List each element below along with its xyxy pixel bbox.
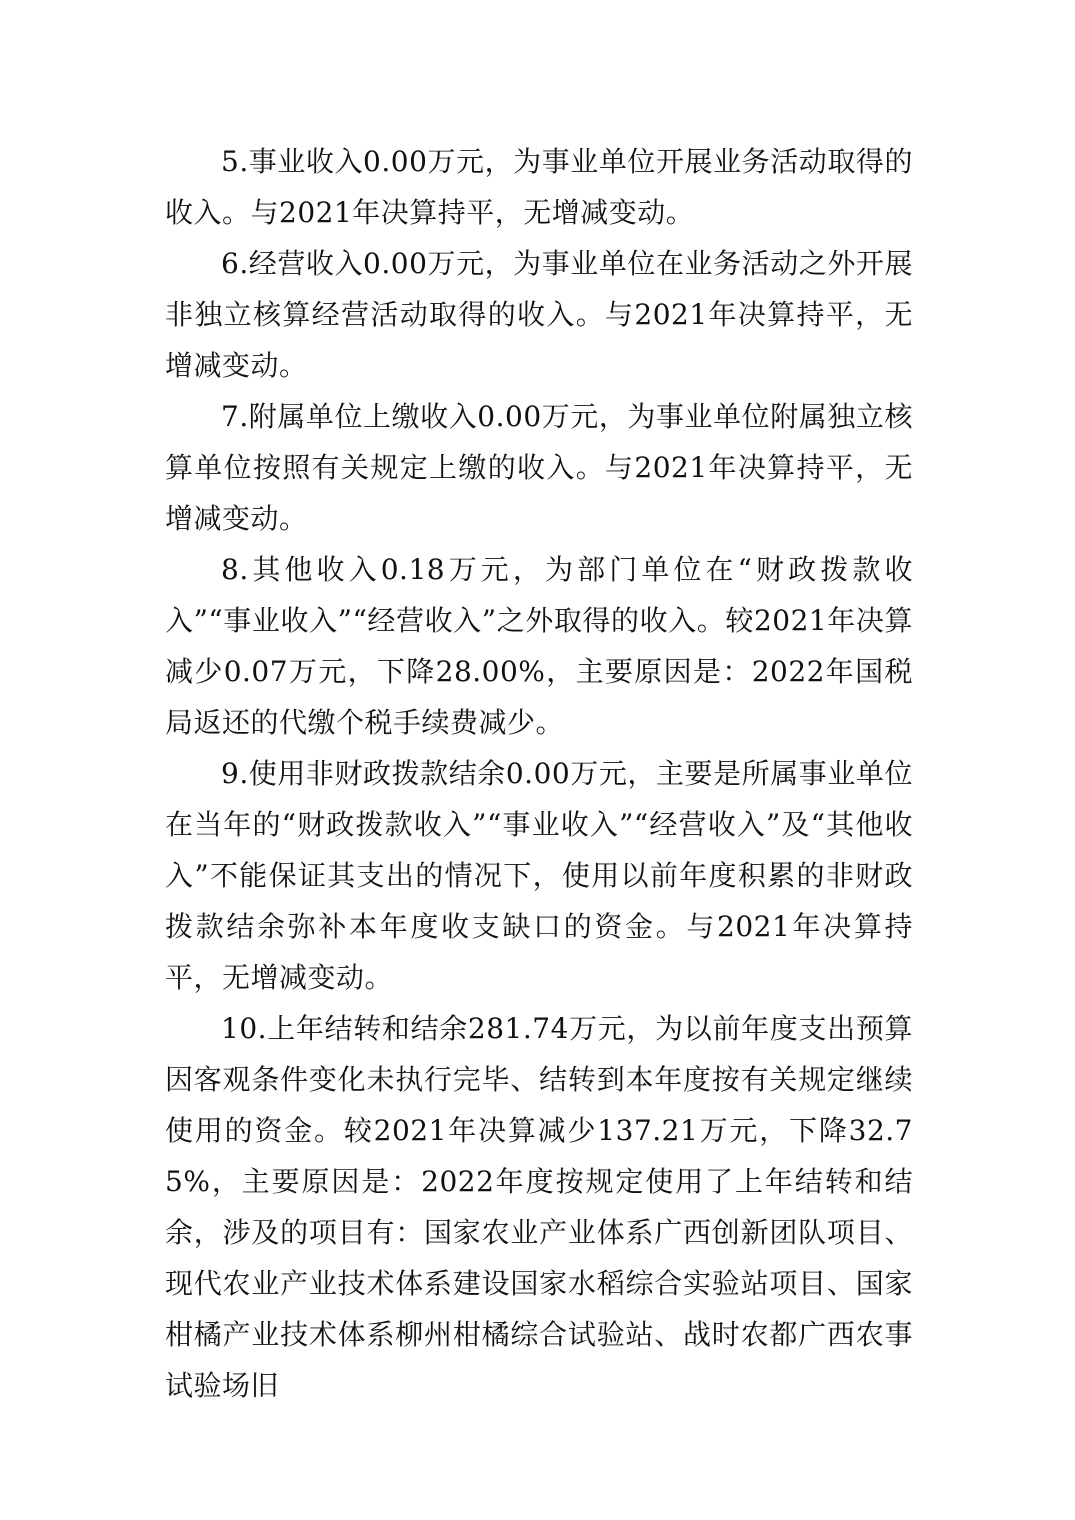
paragraph-non-fiscal-balance: 9.使用非财政拨款结余0.00万元，主要是所属事业单位在当年的“财政拨款收入”“事业收入”“经营收入”及“其他收入”不能保证其支出的情况下，使用以前年度积累的非财政拨款结余弥补本年度收支缺口的资金。与2021年决算持平，无增减变动。 xyxy=(165,757,913,994)
paragraph-operating-income: 6.经营收入0.00万元，为事业单位在业务活动之外开展非独立核算经营活动取得的收入。与2021年决算持平，无增减变动。 xyxy=(165,247,913,382)
paragraph-prior-year-carryover: 10.上年结转和结余281.74万元，为以前年度支出预算因客观条件变化未执行完毕、结转到本年度按有关规定继续使用的资金。较2021年决算减少137.21万元，下降32.75%，主要原因是：2022年度按规定使用了上年结转和结余，涉及的项目有：国家农业产业体系广西创新团队项目、现代农业产业技术体系建设国家水稻综合实验站项目、国家柑橘产业技术体系柳州柑橘综合试验站、战时农都广西农事试验场旧 xyxy=(165,1012,913,1402)
paragraph-affiliated-unit-income: 7.附属单位上缴收入0.00万元，为事业单位附属独立核算单位按照有关规定上缴的收入。与2021年决算持平，无增减变动。 xyxy=(165,400,913,535)
paragraph-business-income: 5.事业收入0.00万元，为事业单位开展业务活动取得的收入。与2021年决算持平，无增减变动。 xyxy=(165,145,913,229)
paragraph-other-income: 8.其他收入0.18万元，为部门单位在“财政拨款收入”“事业收入”“经营收入”之外取得的收入。较2021年决算减少0.07万元，下降28.00%，主要原因是：2022年国税局返还的代缴个税手续费减少。 xyxy=(165,553,913,739)
document-body xyxy=(165,136,913,1411)
